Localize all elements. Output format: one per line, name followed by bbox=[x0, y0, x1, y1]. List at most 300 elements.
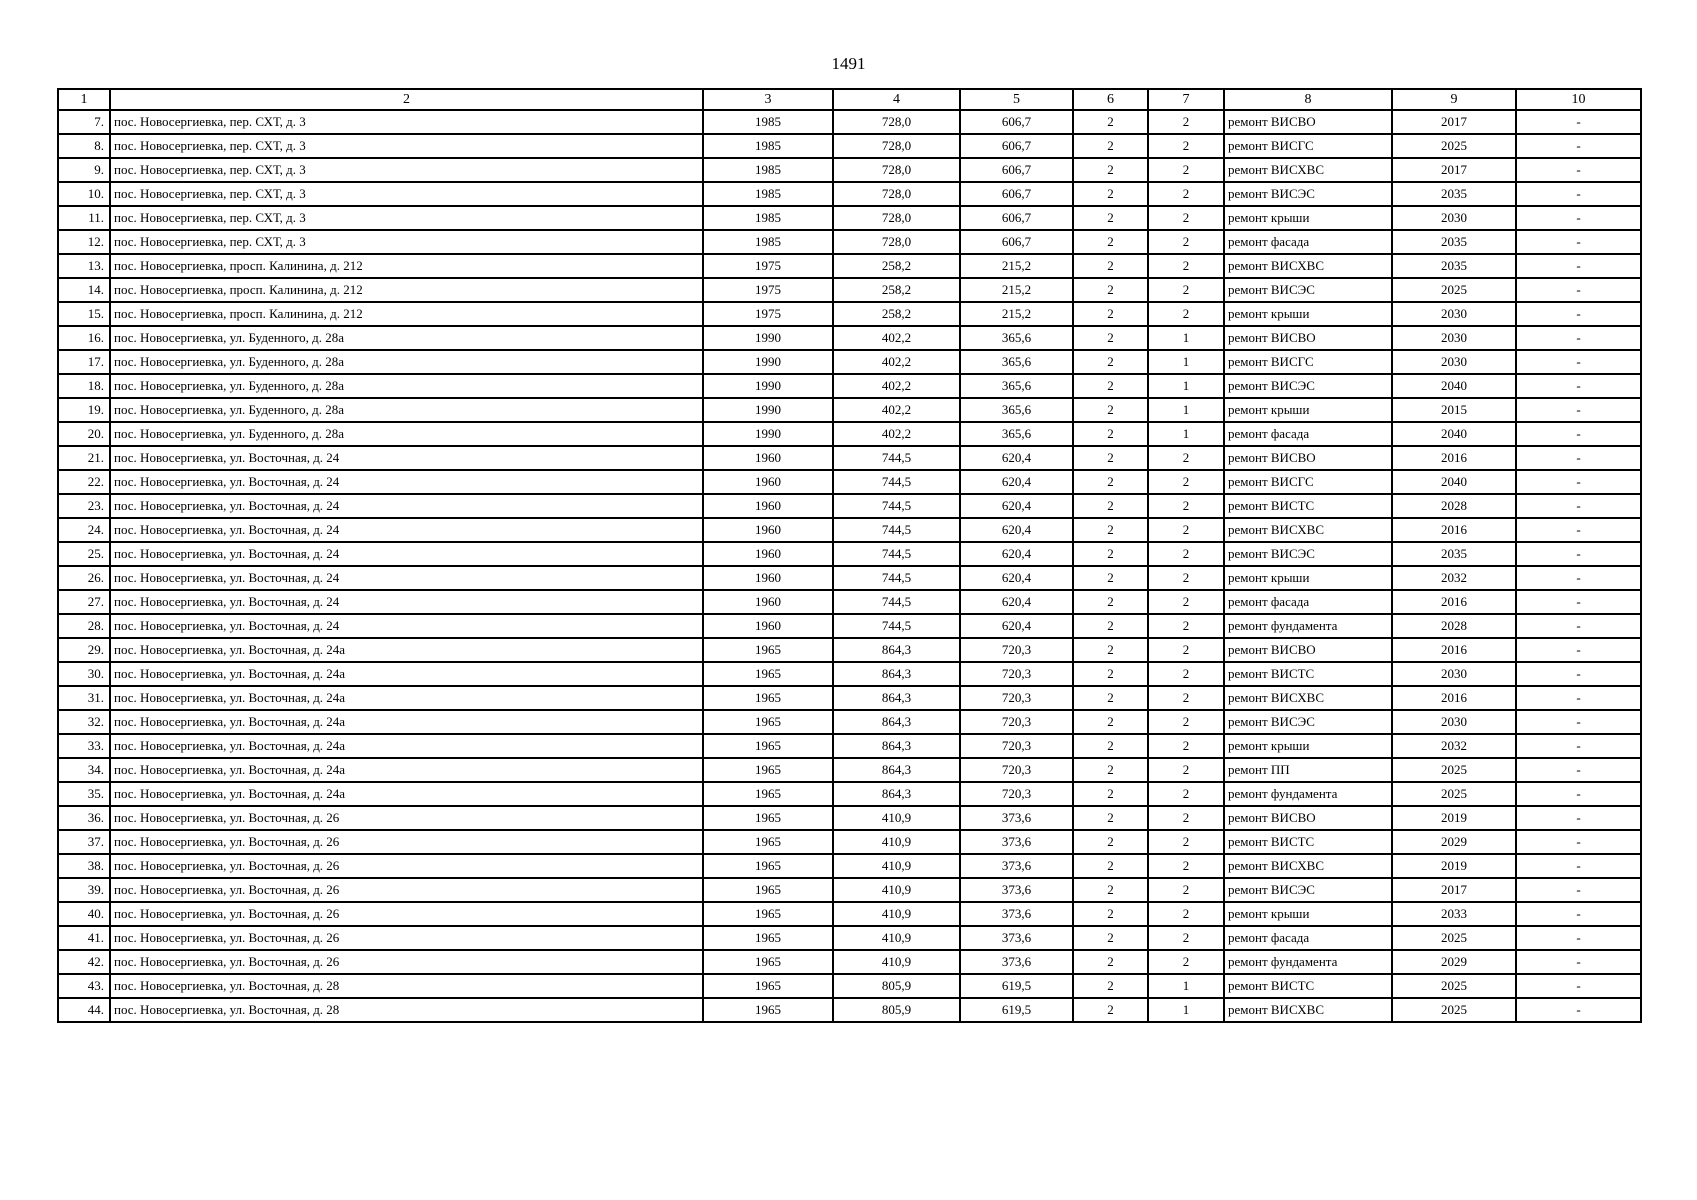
table-row bbox=[58, 518, 1641, 542]
cell-floors: 2 bbox=[1073, 950, 1148, 974]
cell-year-built: 1965 bbox=[703, 638, 833, 662]
cell-living-area: 619,5 bbox=[960, 974, 1073, 998]
cell-planned-year: 2030 bbox=[1392, 302, 1516, 326]
cell-address: пос. Новосергиевка, просп. Калинина, д. 212 bbox=[110, 254, 703, 278]
cell-row-number: 29. bbox=[58, 638, 110, 662]
cell-row-number: 23. bbox=[58, 494, 110, 518]
cell-living-area: 620,4 bbox=[960, 494, 1073, 518]
cell-note: - bbox=[1516, 830, 1641, 854]
table-row bbox=[58, 926, 1641, 950]
cell-year-built: 1985 bbox=[703, 230, 833, 254]
cell-planned-year: 2025 bbox=[1392, 926, 1516, 950]
cell-year-built: 1985 bbox=[703, 134, 833, 158]
cell-work-type: ремонт ВИСХВС bbox=[1224, 518, 1392, 542]
cell-year-built: 1965 bbox=[703, 758, 833, 782]
cell-work-type: ремонт фундамента bbox=[1224, 782, 1392, 806]
cell-address: пос. Новосергиевка, пер. СХТ, д. 3 bbox=[110, 182, 703, 206]
cell-note: - bbox=[1516, 326, 1641, 350]
cell-total-area: 258,2 bbox=[833, 302, 960, 326]
cell-row-number: 28. bbox=[58, 614, 110, 638]
cell-row-number: 9. bbox=[58, 158, 110, 182]
table-row bbox=[58, 950, 1641, 974]
cell-planned-year: 2040 bbox=[1392, 470, 1516, 494]
table-row bbox=[58, 686, 1641, 710]
table-row bbox=[58, 446, 1641, 470]
cell-address: пос. Новосергиевка, ул. Восточная, д. 24а bbox=[110, 782, 703, 806]
cell-planned-year: 2030 bbox=[1392, 206, 1516, 230]
cell-row-number: 43. bbox=[58, 974, 110, 998]
cell-floors: 2 bbox=[1073, 230, 1148, 254]
cell-year-built: 1965 bbox=[703, 734, 833, 758]
header-cell-floors: 6 bbox=[1073, 89, 1148, 110]
cell-row-number: 42. bbox=[58, 950, 110, 974]
cell-year-built: 1965 bbox=[703, 854, 833, 878]
cell-address: пос. Новосергиевка, ул. Восточная, д. 26 bbox=[110, 806, 703, 830]
cell-planned-year: 2025 bbox=[1392, 782, 1516, 806]
cell-total-area: 805,9 bbox=[833, 974, 960, 998]
cell-total-area: 864,3 bbox=[833, 686, 960, 710]
cell-work-type: ремонт ВИСТС bbox=[1224, 662, 1392, 686]
cell-floors: 2 bbox=[1073, 926, 1148, 950]
cell-year-built: 1965 bbox=[703, 926, 833, 950]
table-row bbox=[58, 854, 1641, 878]
table-row bbox=[58, 302, 1641, 326]
cell-living-area: 620,4 bbox=[960, 566, 1073, 590]
cell-note: - bbox=[1516, 110, 1641, 134]
cell-living-area: 373,6 bbox=[960, 830, 1073, 854]
cell-row-number: 39. bbox=[58, 878, 110, 902]
cell-work-type: ремонт крыши bbox=[1224, 566, 1392, 590]
cell-year-built: 1965 bbox=[703, 806, 833, 830]
cell-address: пос. Новосергиевка, ул. Восточная, д. 28 bbox=[110, 974, 703, 998]
cell-year-built: 1960 bbox=[703, 446, 833, 470]
cell-address: пос. Новосергиевка, ул. Восточная, д. 26 bbox=[110, 902, 703, 926]
cell-floors: 2 bbox=[1073, 854, 1148, 878]
cell-row-number: 34. bbox=[58, 758, 110, 782]
table-row bbox=[58, 902, 1641, 926]
cell-entrances: 2 bbox=[1148, 950, 1224, 974]
cell-address: пос. Новосергиевка, ул. Восточная, д. 24а bbox=[110, 686, 703, 710]
cell-work-type: ремонт ВИСХВС bbox=[1224, 998, 1392, 1022]
cell-floors: 2 bbox=[1073, 998, 1148, 1022]
cell-note: - bbox=[1516, 614, 1641, 638]
header-cell-planned-year: 9 bbox=[1392, 89, 1516, 110]
cell-total-area: 744,5 bbox=[833, 494, 960, 518]
cell-note: - bbox=[1516, 998, 1641, 1022]
cell-row-number: 40. bbox=[58, 902, 110, 926]
cell-note: - bbox=[1516, 470, 1641, 494]
cell-year-built: 1960 bbox=[703, 590, 833, 614]
cell-planned-year: 2016 bbox=[1392, 638, 1516, 662]
cell-entrances: 2 bbox=[1148, 926, 1224, 950]
cell-total-area: 402,2 bbox=[833, 350, 960, 374]
cell-floors: 2 bbox=[1073, 758, 1148, 782]
cell-entrances: 2 bbox=[1148, 446, 1224, 470]
cell-entrances: 1 bbox=[1148, 974, 1224, 998]
cell-living-area: 606,7 bbox=[960, 230, 1073, 254]
cell-entrances: 2 bbox=[1148, 590, 1224, 614]
cell-living-area: 373,6 bbox=[960, 902, 1073, 926]
cell-entrances: 2 bbox=[1148, 686, 1224, 710]
cell-living-area: 215,2 bbox=[960, 254, 1073, 278]
cell-row-number: 26. bbox=[58, 566, 110, 590]
cell-note: - bbox=[1516, 230, 1641, 254]
cell-planned-year: 2015 bbox=[1392, 398, 1516, 422]
cell-total-area: 744,5 bbox=[833, 590, 960, 614]
cell-work-type: ремонт ВИСВО bbox=[1224, 446, 1392, 470]
cell-work-type: ремонт ВИСВО bbox=[1224, 806, 1392, 830]
cell-planned-year: 2025 bbox=[1392, 998, 1516, 1022]
repair-schedule-table bbox=[57, 88, 1642, 1023]
header-cell-address: 2 bbox=[110, 89, 703, 110]
cell-note: - bbox=[1516, 806, 1641, 830]
cell-living-area: 620,4 bbox=[960, 518, 1073, 542]
table-row bbox=[58, 542, 1641, 566]
cell-row-number: 12. bbox=[58, 230, 110, 254]
cell-living-area: 620,4 bbox=[960, 590, 1073, 614]
cell-total-area: 410,9 bbox=[833, 830, 960, 854]
cell-floors: 2 bbox=[1073, 590, 1148, 614]
cell-floors: 2 bbox=[1073, 302, 1148, 326]
cell-living-area: 619,5 bbox=[960, 998, 1073, 1022]
cell-year-built: 1965 bbox=[703, 782, 833, 806]
cell-row-number: 31. bbox=[58, 686, 110, 710]
cell-planned-year: 2029 bbox=[1392, 830, 1516, 854]
cell-floors: 2 bbox=[1073, 206, 1148, 230]
cell-total-area: 744,5 bbox=[833, 614, 960, 638]
cell-note: - bbox=[1516, 902, 1641, 926]
cell-entrances: 2 bbox=[1148, 806, 1224, 830]
cell-entrances: 2 bbox=[1148, 230, 1224, 254]
cell-work-type: ремонт фасада bbox=[1224, 926, 1392, 950]
table-row bbox=[58, 326, 1641, 350]
cell-living-area: 606,7 bbox=[960, 110, 1073, 134]
cell-living-area: 365,6 bbox=[960, 326, 1073, 350]
cell-row-number: 22. bbox=[58, 470, 110, 494]
cell-address: пос. Новосергиевка, ул. Восточная, д. 24 bbox=[110, 614, 703, 638]
cell-entrances: 2 bbox=[1148, 470, 1224, 494]
cell-planned-year: 2025 bbox=[1392, 134, 1516, 158]
cell-planned-year: 2016 bbox=[1392, 518, 1516, 542]
cell-year-built: 1965 bbox=[703, 662, 833, 686]
table-row bbox=[58, 878, 1641, 902]
cell-living-area: 720,3 bbox=[960, 782, 1073, 806]
table-row bbox=[58, 734, 1641, 758]
cell-year-built: 1965 bbox=[703, 974, 833, 998]
cell-note: - bbox=[1516, 686, 1641, 710]
cell-note: - bbox=[1516, 542, 1641, 566]
cell-address: пос. Новосергиевка, просп. Калинина, д. 212 bbox=[110, 302, 703, 326]
cell-living-area: 373,6 bbox=[960, 950, 1073, 974]
cell-entrances: 2 bbox=[1148, 254, 1224, 278]
cell-row-number: 44. bbox=[58, 998, 110, 1022]
cell-entrances: 2 bbox=[1148, 662, 1224, 686]
cell-planned-year: 2033 bbox=[1392, 902, 1516, 926]
cell-address: пос. Новосергиевка, ул. Восточная, д. 24 bbox=[110, 542, 703, 566]
cell-planned-year: 2035 bbox=[1392, 542, 1516, 566]
cell-entrances: 2 bbox=[1148, 278, 1224, 302]
cell-work-type: ремонт фасада bbox=[1224, 422, 1392, 446]
cell-living-area: 620,4 bbox=[960, 446, 1073, 470]
cell-address: пос. Новосергиевка, ул. Восточная, д. 26 bbox=[110, 854, 703, 878]
cell-work-type: ремонт ВИСЭС bbox=[1224, 710, 1392, 734]
cell-row-number: 24. bbox=[58, 518, 110, 542]
table-row bbox=[58, 494, 1641, 518]
cell-planned-year: 2035 bbox=[1392, 182, 1516, 206]
cell-floors: 2 bbox=[1073, 782, 1148, 806]
cell-address: пос. Новосергиевка, ул. Буденного, д. 28а bbox=[110, 422, 703, 446]
cell-year-built: 1960 bbox=[703, 470, 833, 494]
table-body bbox=[58, 89, 1641, 1022]
cell-floors: 2 bbox=[1073, 566, 1148, 590]
cell-work-type: ремонт ВИСВО bbox=[1224, 638, 1392, 662]
cell-year-built: 1985 bbox=[703, 206, 833, 230]
cell-address: пос. Новосергиевка, ул. Восточная, д. 26 bbox=[110, 878, 703, 902]
cell-work-type: ремонт ВИСВО bbox=[1224, 110, 1392, 134]
cell-row-number: 33. bbox=[58, 734, 110, 758]
cell-year-built: 1965 bbox=[703, 998, 833, 1022]
cell-year-built: 1960 bbox=[703, 494, 833, 518]
cell-planned-year: 2025 bbox=[1392, 758, 1516, 782]
cell-note: - bbox=[1516, 446, 1641, 470]
cell-total-area: 258,2 bbox=[833, 278, 960, 302]
cell-year-built: 1965 bbox=[703, 710, 833, 734]
cell-entrances: 1 bbox=[1148, 350, 1224, 374]
cell-address: пос. Новосергиевка, ул. Восточная, д. 24 bbox=[110, 446, 703, 470]
cell-address: пос. Новосергиевка, ул. Буденного, д. 28а bbox=[110, 374, 703, 398]
cell-planned-year: 2035 bbox=[1392, 254, 1516, 278]
cell-row-number: 38. bbox=[58, 854, 110, 878]
cell-total-area: 410,9 bbox=[833, 902, 960, 926]
cell-total-area: 744,5 bbox=[833, 566, 960, 590]
table-row bbox=[58, 134, 1641, 158]
cell-entrances: 2 bbox=[1148, 614, 1224, 638]
cell-planned-year: 2040 bbox=[1392, 374, 1516, 398]
cell-total-area: 864,3 bbox=[833, 710, 960, 734]
cell-total-area: 728,0 bbox=[833, 206, 960, 230]
cell-planned-year: 2030 bbox=[1392, 350, 1516, 374]
cell-living-area: 620,4 bbox=[960, 470, 1073, 494]
cell-entrances: 2 bbox=[1148, 758, 1224, 782]
cell-address: пос. Новосергиевка, ул. Восточная, д. 24а bbox=[110, 710, 703, 734]
cell-living-area: 606,7 bbox=[960, 182, 1073, 206]
cell-year-built: 1990 bbox=[703, 374, 833, 398]
cell-total-area: 728,0 bbox=[833, 230, 960, 254]
cell-address: пос. Новосергиевка, ул. Восточная, д. 24а bbox=[110, 758, 703, 782]
cell-note: - bbox=[1516, 638, 1641, 662]
cell-living-area: 365,6 bbox=[960, 374, 1073, 398]
cell-floors: 2 bbox=[1073, 446, 1148, 470]
cell-planned-year: 2017 bbox=[1392, 158, 1516, 182]
cell-planned-year: 2030 bbox=[1392, 662, 1516, 686]
cell-year-built: 1990 bbox=[703, 326, 833, 350]
table-row bbox=[58, 614, 1641, 638]
cell-entrances: 2 bbox=[1148, 518, 1224, 542]
cell-year-built: 1960 bbox=[703, 518, 833, 542]
cell-work-type: ремонт ПП bbox=[1224, 758, 1392, 782]
cell-work-type: ремонт крыши bbox=[1224, 398, 1392, 422]
table-row bbox=[58, 278, 1641, 302]
cell-address: пос. Новосергиевка, ул. Буденного, д. 28а bbox=[110, 398, 703, 422]
table-row bbox=[58, 974, 1641, 998]
cell-year-built: 1990 bbox=[703, 398, 833, 422]
cell-living-area: 620,4 bbox=[960, 614, 1073, 638]
cell-note: - bbox=[1516, 878, 1641, 902]
table-row bbox=[58, 470, 1641, 494]
cell-note: - bbox=[1516, 854, 1641, 878]
cell-planned-year: 2032 bbox=[1392, 566, 1516, 590]
cell-row-number: 15. bbox=[58, 302, 110, 326]
cell-row-number: 35. bbox=[58, 782, 110, 806]
cell-planned-year: 2016 bbox=[1392, 686, 1516, 710]
cell-planned-year: 2030 bbox=[1392, 710, 1516, 734]
cell-total-area: 744,5 bbox=[833, 446, 960, 470]
cell-living-area: 365,6 bbox=[960, 350, 1073, 374]
cell-living-area: 606,7 bbox=[960, 134, 1073, 158]
cell-work-type: ремонт ВИСХВС bbox=[1224, 686, 1392, 710]
cell-work-type: ремонт ВИСХВС bbox=[1224, 254, 1392, 278]
table-row bbox=[58, 158, 1641, 182]
cell-year-built: 1960 bbox=[703, 566, 833, 590]
cell-living-area: 720,3 bbox=[960, 758, 1073, 782]
cell-work-type: ремонт фундамента bbox=[1224, 614, 1392, 638]
cell-work-type: ремонт ВИСТС bbox=[1224, 494, 1392, 518]
cell-floors: 2 bbox=[1073, 158, 1148, 182]
cell-work-type: ремонт ВИСЭС bbox=[1224, 374, 1392, 398]
cell-entrances: 2 bbox=[1148, 182, 1224, 206]
table-row bbox=[58, 806, 1641, 830]
cell-entrances: 2 bbox=[1148, 494, 1224, 518]
cell-total-area: 864,3 bbox=[833, 734, 960, 758]
table-row bbox=[58, 710, 1641, 734]
cell-floors: 2 bbox=[1073, 470, 1148, 494]
cell-row-number: 18. bbox=[58, 374, 110, 398]
cell-row-number: 16. bbox=[58, 326, 110, 350]
cell-work-type: ремонт ВИСТС bbox=[1224, 830, 1392, 854]
cell-entrances: 2 bbox=[1148, 782, 1224, 806]
cell-total-area: 410,9 bbox=[833, 926, 960, 950]
cell-planned-year: 2019 bbox=[1392, 806, 1516, 830]
cell-planned-year: 2019 bbox=[1392, 854, 1516, 878]
cell-total-area: 402,2 bbox=[833, 326, 960, 350]
cell-row-number: 37. bbox=[58, 830, 110, 854]
cell-address: пос. Новосергиевка, ул. Восточная, д. 26 bbox=[110, 926, 703, 950]
cell-row-number: 11. bbox=[58, 206, 110, 230]
header-cell-work-type: 8 bbox=[1224, 89, 1392, 110]
cell-total-area: 410,9 bbox=[833, 950, 960, 974]
cell-note: - bbox=[1516, 734, 1641, 758]
cell-note: - bbox=[1516, 302, 1641, 326]
cell-note: - bbox=[1516, 590, 1641, 614]
cell-year-built: 1985 bbox=[703, 158, 833, 182]
cell-planned-year: 2025 bbox=[1392, 278, 1516, 302]
cell-floors: 2 bbox=[1073, 734, 1148, 758]
cell-work-type: ремонт ВИСЭС bbox=[1224, 182, 1392, 206]
table-row bbox=[58, 374, 1641, 398]
cell-living-area: 215,2 bbox=[960, 278, 1073, 302]
cell-row-number: 30. bbox=[58, 662, 110, 686]
cell-living-area: 606,7 bbox=[960, 206, 1073, 230]
cell-living-area: 720,3 bbox=[960, 638, 1073, 662]
cell-work-type: ремонт ВИСГС bbox=[1224, 350, 1392, 374]
table-row bbox=[58, 422, 1641, 446]
cell-total-area: 728,0 bbox=[833, 110, 960, 134]
cell-address: пос. Новосергиевка, ул. Восточная, д. 24а bbox=[110, 734, 703, 758]
cell-entrances: 2 bbox=[1148, 566, 1224, 590]
cell-entrances: 2 bbox=[1148, 542, 1224, 566]
cell-note: - bbox=[1516, 134, 1641, 158]
table-row bbox=[58, 566, 1641, 590]
cell-row-number: 20. bbox=[58, 422, 110, 446]
cell-floors: 2 bbox=[1073, 614, 1148, 638]
cell-living-area: 373,6 bbox=[960, 878, 1073, 902]
cell-living-area: 720,3 bbox=[960, 662, 1073, 686]
table-row bbox=[58, 230, 1641, 254]
cell-work-type: ремонт ВИСТС bbox=[1224, 974, 1392, 998]
cell-work-type: ремонт фасада bbox=[1224, 590, 1392, 614]
cell-address: пос. Новосергиевка, ул. Буденного, д. 28а bbox=[110, 350, 703, 374]
cell-note: - bbox=[1516, 278, 1641, 302]
cell-address: пос. Новосергиевка, ул. Восточная, д. 24 bbox=[110, 518, 703, 542]
cell-total-area: 410,9 bbox=[833, 878, 960, 902]
table-row bbox=[58, 998, 1641, 1022]
cell-row-number: 10. bbox=[58, 182, 110, 206]
cell-entrances: 1 bbox=[1148, 326, 1224, 350]
cell-row-number: 21. bbox=[58, 446, 110, 470]
cell-floors: 2 bbox=[1073, 902, 1148, 926]
cell-planned-year: 2025 bbox=[1392, 974, 1516, 998]
cell-address: пос. Новосергиевка, просп. Калинина, д. 212 bbox=[110, 278, 703, 302]
cell-floors: 2 bbox=[1073, 974, 1148, 998]
cell-work-type: ремонт крыши bbox=[1224, 734, 1392, 758]
header-cell-year-built: 3 bbox=[703, 89, 833, 110]
cell-entrances: 2 bbox=[1148, 902, 1224, 926]
cell-floors: 2 bbox=[1073, 518, 1148, 542]
table-row bbox=[58, 350, 1641, 374]
cell-address: пос. Новосергиевка, пер. СХТ, д. 3 bbox=[110, 158, 703, 182]
cell-note: - bbox=[1516, 566, 1641, 590]
cell-address: пос. Новосергиевка, ул. Восточная, д. 26 bbox=[110, 950, 703, 974]
cell-floors: 2 bbox=[1073, 830, 1148, 854]
cell-living-area: 365,6 bbox=[960, 398, 1073, 422]
cell-planned-year: 2030 bbox=[1392, 326, 1516, 350]
cell-total-area: 744,5 bbox=[833, 518, 960, 542]
cell-note: - bbox=[1516, 254, 1641, 278]
cell-work-type: ремонт фасада bbox=[1224, 230, 1392, 254]
table-row bbox=[58, 782, 1641, 806]
cell-work-type: ремонт крыши bbox=[1224, 302, 1392, 326]
cell-total-area: 728,0 bbox=[833, 158, 960, 182]
cell-total-area: 744,5 bbox=[833, 470, 960, 494]
cell-floors: 2 bbox=[1073, 326, 1148, 350]
table-row bbox=[58, 638, 1641, 662]
cell-floors: 2 bbox=[1073, 806, 1148, 830]
cell-total-area: 402,2 bbox=[833, 422, 960, 446]
cell-note: - bbox=[1516, 350, 1641, 374]
cell-work-type: ремонт ВИСЭС bbox=[1224, 542, 1392, 566]
cell-planned-year: 2028 bbox=[1392, 494, 1516, 518]
cell-living-area: 215,2 bbox=[960, 302, 1073, 326]
cell-address: пос. Новосергиевка, ул. Восточная, д. 28 bbox=[110, 998, 703, 1022]
cell-floors: 2 bbox=[1073, 254, 1148, 278]
table-row bbox=[58, 758, 1641, 782]
cell-year-built: 1965 bbox=[703, 686, 833, 710]
cell-row-number: 32. bbox=[58, 710, 110, 734]
cell-note: - bbox=[1516, 494, 1641, 518]
cell-total-area: 864,3 bbox=[833, 638, 960, 662]
cell-row-number: 25. bbox=[58, 542, 110, 566]
cell-note: - bbox=[1516, 662, 1641, 686]
